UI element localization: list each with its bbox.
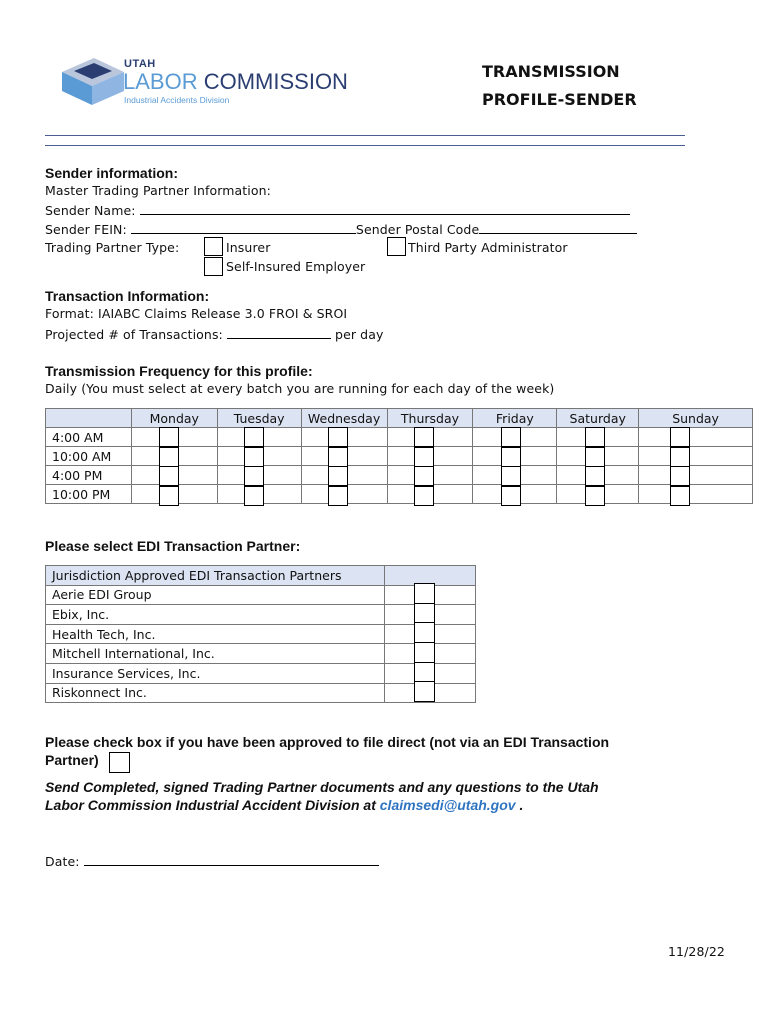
table-row — [46, 663, 476, 683]
day-header: Monday — [131, 409, 217, 428]
frequency-checkbox-2-3[interactable] — [328, 486, 348, 506]
send-line-2 — [45, 796, 599, 814]
frequency-checkbox-6-0[interactable] — [670, 427, 690, 447]
title-line-2: PROFILE-SENDER — [482, 90, 637, 109]
partner-name: Riskonnect Inc. — [46, 683, 385, 703]
partner-name: Insurance Services, Inc. — [46, 663, 385, 683]
frequency-checkbox-1-0[interactable] — [244, 427, 264, 447]
edi-partner-checkbox-0[interactable] — [414, 583, 435, 604]
frequency-checkbox-5-2[interactable] — [585, 466, 605, 486]
sender-fein-field[interactable] — [131, 221, 356, 234]
sender-postal-label: Sender Postal Code — [355, 222, 480, 237]
day-header: Sunday — [639, 409, 753, 428]
frequency-checkbox-4-3[interactable] — [501, 486, 521, 506]
frequency-checkbox-5-1[interactable] — [585, 447, 605, 467]
direct-line-2: Partner) — [45, 752, 99, 768]
send-line-1: Send Completed, signed Trading Partner documents and any questions to the Utah — [45, 779, 599, 795]
frequency-checkbox-3-1[interactable] — [414, 447, 434, 467]
frequency-checkbox-6-2[interactable] — [670, 466, 690, 486]
table-row — [46, 683, 476, 703]
logo-main-text — [123, 69, 348, 95]
frequency-checkbox-0-0[interactable] — [159, 427, 179, 447]
page-title — [482, 58, 637, 114]
sender-name-row — [45, 202, 630, 218]
projected-field[interactable] — [227, 326, 331, 339]
edi-table-header: Jurisdiction Approved EDI Transaction Partners — [46, 566, 385, 586]
sender-fein-row — [45, 221, 637, 237]
format-text: Format: IAIABC Claims Release 3.0 FROI & SROI — [45, 306, 348, 321]
frequency-note: Daily (You must select at every batch you are running for each day of the week) — [45, 381, 555, 396]
day-header: Saturday — [557, 409, 639, 428]
frequency-checkbox-1-3[interactable] — [244, 486, 264, 506]
time-label: 4:00 AM — [46, 428, 132, 447]
sender-name-label: Sender Name: — [45, 203, 136, 218]
edi-partner-table — [45, 565, 476, 703]
frequency-checkbox-3-0[interactable] — [414, 427, 434, 447]
edi-partner-checkbox-1[interactable] — [414, 603, 435, 624]
day-header: Tuesday — [217, 409, 301, 428]
footer-date: 11/28/22 — [668, 944, 725, 959]
frequency-checkbox-3-2[interactable] — [414, 466, 434, 486]
frequency-checkbox-1-1[interactable] — [244, 447, 264, 467]
sender-name-field[interactable] — [140, 202, 630, 215]
table-row — [46, 644, 476, 664]
table-row — [46, 447, 753, 466]
tpa-checkbox[interactable] — [387, 237, 406, 256]
transaction-heading: Transaction Information: — [45, 288, 210, 304]
frequency-table — [45, 408, 753, 504]
time-label: 10:00 AM — [46, 447, 132, 466]
frequency-checkbox-4-2[interactable] — [501, 466, 521, 486]
table-row — [46, 428, 753, 447]
self-insured-checkbox[interactable] — [204, 257, 223, 276]
table-row — [46, 466, 753, 485]
frequency-checkbox-4-0[interactable] — [501, 427, 521, 447]
sender-postal-field[interactable] — [479, 221, 637, 234]
edi-partner-checkbox-3[interactable] — [414, 642, 435, 663]
table-row — [46, 485, 753, 504]
day-header: Thursday — [387, 409, 473, 428]
send-line-2-suffix: . — [515, 797, 524, 813]
partner-name: Ebix, Inc. — [46, 605, 385, 625]
self-insured-label: Self-Insured Employer — [226, 259, 366, 274]
send-line-2-prefix: Labor Commission Industrial Accident Division at — [45, 797, 376, 813]
frequency-checkbox-4-1[interactable] — [501, 447, 521, 467]
logo-labor-text: LABOR — [123, 69, 198, 94]
frequency-checkbox-1-2[interactable] — [244, 466, 264, 486]
logo-sub-text: Industrial Accidents Division — [124, 95, 230, 105]
utah-labor-commission-logo — [60, 58, 348, 110]
frequency-checkbox-6-1[interactable] — [670, 447, 690, 467]
edi-partner-checkbox-5[interactable] — [414, 681, 435, 702]
time-label: 4:00 PM — [46, 466, 132, 485]
date-field[interactable] — [84, 853, 379, 866]
direct-line-1: Please check box if you have been approved to file direct (not via an EDI Transaction — [45, 734, 610, 750]
logo-mark-icon — [60, 58, 126, 106]
title-line-1: TRANSMISSION — [482, 62, 620, 81]
per-day-label: per day — [335, 327, 384, 342]
partner-name: Mitchell International, Inc. — [46, 644, 385, 664]
edi-partner-checkbox-2[interactable] — [414, 622, 435, 643]
table-row — [46, 585, 476, 605]
tpa-label: Third Party Administrator — [408, 240, 568, 255]
frequency-checkbox-0-3[interactable] — [159, 486, 179, 506]
partner-name: Health Tech, Inc. — [46, 624, 385, 644]
table-row — [46, 624, 476, 644]
day-header: Wednesday — [301, 409, 387, 428]
sender-heading: Sender information: — [45, 165, 179, 181]
edi-partner-checkbox-4[interactable] — [414, 662, 435, 683]
trading-type-label: Trading Partner Type: — [45, 240, 180, 255]
email-link[interactable]: claimsedi@utah.gov — [379, 797, 516, 813]
frequency-checkbox-0-2[interactable] — [159, 466, 179, 486]
frequency-checkbox-5-0[interactable] — [585, 427, 605, 447]
date-row — [45, 853, 379, 869]
projected-row — [45, 326, 383, 342]
date-label: Date: — [45, 854, 80, 869]
day-header: Friday — [473, 409, 557, 428]
logo-top-text: UTAH — [124, 58, 156, 70]
time-label: 10:00 PM — [46, 485, 132, 504]
direct-filing-checkbox[interactable] — [109, 752, 130, 773]
frequency-checkbox-5-3[interactable] — [585, 486, 605, 506]
insurer-checkbox[interactable] — [204, 237, 223, 256]
partner-name: Aerie EDI Group — [46, 585, 385, 605]
frequency-checkbox-6-3[interactable] — [670, 486, 690, 506]
header-divider — [45, 135, 685, 136]
master-trading-label: Master Trading Partner Information: — [45, 183, 271, 198]
send-instructions — [45, 778, 599, 814]
frequency-checkbox-2-0[interactable] — [328, 427, 348, 447]
frequency-checkbox-3-3[interactable] — [414, 486, 434, 506]
frequency-heading: Transmission Frequency for this profile: — [45, 363, 313, 379]
frequency-checkbox-0-1[interactable] — [159, 447, 179, 467]
projected-label: Projected # of Transactions: — [45, 327, 223, 342]
frequency-checkbox-2-2[interactable] — [328, 466, 348, 486]
frequency-checkbox-2-1[interactable] — [328, 447, 348, 467]
logo-commission-text: COMMISSION — [203, 69, 348, 94]
header-divider-2 — [45, 145, 685, 146]
insurer-label: Insurer — [226, 240, 271, 255]
sender-fein-label: Sender FEIN: — [45, 222, 127, 237]
table-row — [46, 605, 476, 625]
edi-heading: Please select EDI Transaction Partner: — [45, 538, 301, 554]
